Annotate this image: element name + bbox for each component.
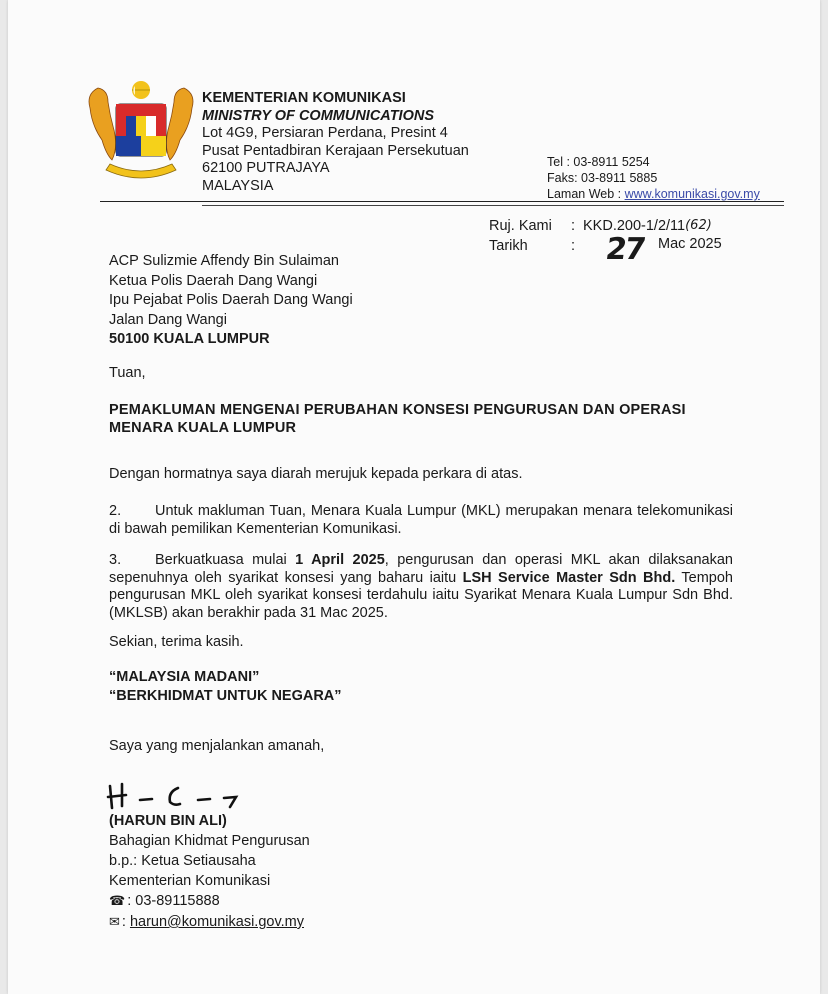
tel-label: Tel :	[547, 155, 574, 169]
recipient-line: Ketua Polis Daerah Dang Wangi	[109, 272, 318, 289]
paragraph-number: 3.	[109, 552, 122, 568]
motto-block	[109, 668, 342, 706]
address-line: Lot 4G9, Persiaran Perdana, Presint 4	[202, 125, 448, 141]
email-separator: :	[121, 914, 130, 930]
website-link[interactable]: www.komunikasi.gov.my	[624, 187, 760, 201]
paragraph-2	[109, 503, 733, 538]
closing-line: Sekian, terima kasih.	[109, 634, 244, 650]
signoff-text: Saya yang menjalankan amanah,	[109, 738, 325, 754]
effective-date: 1 April 2025	[295, 552, 385, 568]
recipient-address	[109, 252, 353, 350]
paragraph-3-text-b: , pengurusan dan operasi MKL akan dilaksanakan sepenuhnya oleh syarikat konsesi yang baharu iaitu	[109, 552, 733, 586]
ministry-name-ms: KEMENTERIAN KOMUNIKASI	[202, 90, 406, 106]
letterhead	[202, 90, 469, 195]
date-label: Tarikh	[489, 238, 528, 254]
header-divider	[100, 201, 784, 202]
address-line: 62100 PUTRAJAYA	[202, 160, 330, 176]
address-line: MALAYSIA	[202, 177, 274, 194]
signer-line: Bahagian Khidmat Pengurusan	[109, 833, 310, 849]
recipient-line: Ipu Pejabat Polis Daerah Dang Wangi	[109, 292, 353, 308]
ref-value: KKD.200-1/2/11	[583, 218, 686, 234]
signer-name: (HARUN BIN ALI)	[109, 813, 227, 829]
phone-icon: ☎	[109, 894, 126, 909]
signer-block	[109, 811, 310, 933]
recipient-line: Jalan Dang Wangi	[109, 311, 227, 328]
ref-separator: :	[571, 218, 576, 234]
signer-line: b.p.: Ketua Setiausaha	[109, 853, 256, 869]
coat-of-arms-icon	[80, 78, 202, 186]
handwritten-signature	[106, 780, 256, 814]
fax-label: Faks:	[547, 171, 582, 185]
web-label: Laman Web :	[547, 187, 625, 201]
paragraph-3	[109, 552, 733, 622]
date-month-year: Mac 2025	[658, 236, 722, 252]
salutation: Tuan,	[109, 365, 146, 381]
paragraph-3-text-a: Berkuatkuasa mulai	[155, 552, 296, 568]
envelope-icon: ✉	[109, 915, 120, 930]
tel-number: 03-8911 5254	[573, 155, 650, 169]
paragraph-number: 2.	[109, 503, 122, 519]
signer-email-link[interactable]: harun@komunikasi.gov.my	[129, 914, 304, 930]
recipient-city: 50100 KUALA LUMPUR	[109, 331, 270, 347]
ministry-name-en: MINISTRY OF COMMUNICATIONS	[202, 107, 434, 124]
ref-handwritten-number: (62)	[685, 218, 712, 233]
date-handwritten-day: 27	[603, 232, 647, 267]
ref-label: Ruj. Kami	[489, 218, 552, 234]
new-company-name: LSH Service Master Sdn Bhd.	[462, 569, 676, 586]
date-separator: :	[571, 238, 576, 254]
letter-page	[8, 0, 820, 994]
header-divider-secondary	[202, 205, 784, 206]
motto-line: “MALAYSIA MADANI”	[109, 669, 260, 685]
recipient-line: ACP Sulizmie Affendy Bin Sulaiman	[109, 253, 339, 269]
motto-line: “BERKHIDMAT UNTUK NEGARA”	[109, 688, 342, 704]
signer-line: Kementerian Komunikasi	[109, 873, 271, 889]
fax-number: 03-8911 5885	[581, 171, 658, 185]
paragraph-2-text: Untuk makluman Tuan, Menara Kuala Lumpur (MKL) merupakan menara telekomunikasi di bawah pemilikan Kementerian Komunikasi.	[109, 503, 733, 537]
address-line: Pusat Pentadbiran Kerajaan Persekutuan	[202, 142, 469, 159]
paragraph-1: Dengan hormatnya saya diarah merujuk kepada perkara di atas.	[109, 466, 523, 482]
letter-subject: PEMAKLUMAN MENGENAI PERUBAHAN KONSESI PENGURUSAN DAN OPERASI MENARA KUALA LUMPUR	[109, 402, 686, 436]
contact-info	[547, 154, 760, 202]
paragraph-3-text-c: Tempoh pengurusan MKL oleh syarikat konsesi terdahulu iaitu Syarikat Menara Kuala Lumpur Sdn Bhd. (MKLSB) akan berakhir pada 31 Mac 2025.	[109, 569, 733, 621]
signer-phone: : 03-89115888	[127, 893, 220, 909]
